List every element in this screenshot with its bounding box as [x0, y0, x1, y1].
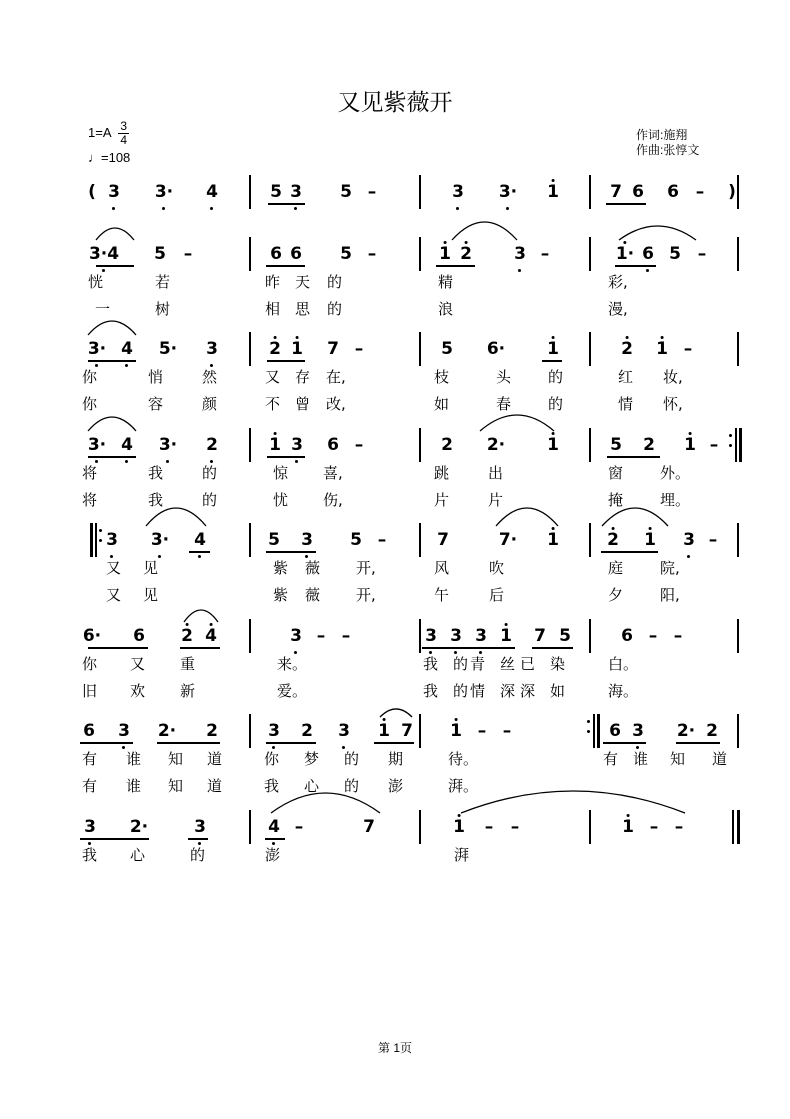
note: 1: [547, 530, 559, 550]
lyric-line2: 颜: [202, 395, 218, 413]
note: 3: [291, 435, 303, 455]
note: –: [316, 626, 326, 646]
lyric-line1: 我 的: [423, 655, 469, 673]
lyric-line1: 喜,: [323, 464, 343, 482]
lyric-line2: 午: [434, 586, 450, 604]
note: 1: [547, 339, 559, 359]
lyric-line2: 漫,: [608, 300, 628, 318]
lyric-line2: 薇: [305, 586, 321, 604]
note: 2: [706, 721, 718, 741]
note: 4: [206, 182, 218, 202]
note: 3: [452, 182, 464, 202]
lyric-line1: 昨 天: [265, 273, 311, 291]
lyric-line2: 怀,: [663, 395, 683, 413]
lyric-line2: 的: [327, 300, 343, 318]
slur: [619, 226, 696, 240]
lyric-line1: 又 存: [265, 368, 311, 386]
lyric-line2: 不 曾: [265, 395, 311, 413]
slur: [271, 793, 380, 813]
note: 6: [609, 721, 621, 741]
lyric-line1: 的: [190, 846, 206, 864]
lyric-line1: 妆,: [663, 368, 683, 386]
lyric-line2: 容: [148, 395, 164, 413]
note: –: [367, 182, 377, 202]
note: 6: [270, 244, 282, 264]
lyric-line2: 忧: [273, 491, 289, 509]
lyric-line2: 见: [143, 586, 159, 604]
note: –: [510, 817, 520, 837]
song-title: 又见紫薇开: [337, 90, 453, 116]
note: 2·: [129, 817, 149, 837]
lyric-line2: 一: [95, 300, 111, 318]
note: 5: [559, 626, 571, 646]
slur: [480, 415, 554, 431]
lyric-line2: 我 的: [423, 682, 469, 700]
note: 4: [121, 435, 133, 455]
note: –: [183, 244, 193, 264]
note: 7: [437, 530, 449, 550]
note: 3: [338, 721, 350, 741]
note: –: [649, 817, 659, 837]
note: 5: [350, 530, 362, 550]
note: –: [502, 721, 512, 741]
lyric-line2: 你: [82, 395, 98, 413]
lyric-line1: 又: [130, 655, 146, 673]
lyric-line2: 相 思: [265, 300, 311, 318]
note: –: [354, 435, 364, 455]
note: 2: [206, 721, 218, 741]
lyric-line2: 如: [434, 395, 450, 413]
note: 3: [514, 244, 526, 264]
key-signature: 1=A: [88, 124, 111, 140]
lyric-line2: 片: [488, 491, 504, 509]
note: –: [683, 339, 693, 359]
note: 1: [500, 626, 512, 646]
note: 6: [83, 721, 95, 741]
note: 6: [642, 244, 654, 264]
time-denominator: 4: [120, 133, 128, 147]
note: 2: [301, 721, 313, 741]
note: 3: [425, 626, 437, 646]
lyric-line1: 有: [82, 750, 98, 768]
note: (: [88, 182, 96, 202]
lyric-line2: 海。: [608, 682, 639, 700]
lyric-line1: 外。: [660, 464, 691, 482]
lyric-line2: 道: [207, 777, 223, 795]
note: 3: [118, 721, 130, 741]
lyric-line1: 白。: [608, 655, 639, 673]
lyric-line1: 梦: [304, 750, 320, 768]
note: 7: [327, 339, 339, 359]
note: 5: [268, 530, 280, 550]
note: 5: [340, 182, 352, 202]
note: –: [674, 817, 684, 837]
lyric-line1: 精: [438, 273, 454, 291]
note: 2: [269, 339, 281, 359]
lyric-line1: 道: [712, 750, 728, 768]
note: 3·: [87, 435, 107, 455]
note: 5: [154, 244, 166, 264]
lyric-line1: 开,: [356, 559, 376, 577]
lyric-line1: 窗: [608, 464, 624, 482]
note: 3: [106, 530, 118, 550]
note: 3·4: [88, 244, 120, 264]
lyric-line2: 树: [155, 300, 171, 318]
note: 3: [450, 626, 462, 646]
note: 1: [644, 530, 656, 550]
note: –: [367, 244, 377, 264]
lyric-line2: 欢: [130, 682, 146, 700]
lyric-line1: 重: [180, 655, 196, 673]
note: 7: [363, 817, 375, 837]
note: 6·: [486, 339, 506, 359]
lyric-line2: 将: [82, 491, 98, 509]
note: 5: [669, 244, 681, 264]
note: 7: [610, 182, 622, 202]
lyric-line1: 青 丝: [470, 655, 516, 673]
note: 5: [441, 339, 453, 359]
lyric-line1: 的: [344, 750, 360, 768]
note: 2: [181, 626, 193, 646]
lyric-line2: 湃。: [448, 777, 479, 795]
lyric-line1: 吹: [489, 559, 505, 577]
lyric-line2: 有: [82, 777, 98, 795]
note: 4: [268, 817, 280, 837]
lyric-line2: 开,: [356, 586, 376, 604]
lyric-line1: 头: [496, 368, 512, 386]
lyric-line1: 的: [548, 368, 564, 386]
lyric-line2: 情: [618, 395, 634, 413]
note: 3: [475, 626, 487, 646]
tempo-value: =108: [101, 150, 131, 165]
lyric-line1: 见: [143, 559, 159, 577]
lyric-line1: 风: [434, 559, 450, 577]
lyric-line2: 春: [496, 395, 512, 413]
slur: [88, 321, 136, 335]
slur: [452, 222, 517, 240]
lyric-line1: 的: [327, 273, 343, 291]
lyric-line2: 的: [344, 777, 360, 795]
lyric-line2: 埋。: [660, 491, 691, 509]
lyric-line1: 待。: [448, 750, 479, 768]
note: 1: [291, 339, 303, 359]
note: 4: [121, 339, 133, 359]
note: 1: [450, 721, 462, 741]
note: –: [709, 435, 719, 455]
lyric-line1: 悄: [148, 368, 164, 386]
lyric-line1: 道: [207, 750, 223, 768]
lyric-line2: 紫: [273, 586, 289, 604]
note: 1: [269, 435, 281, 455]
lyric-line1: 的: [202, 464, 218, 482]
slur: [602, 508, 668, 526]
note: 3: [84, 817, 96, 837]
lyric-line2: 浪: [438, 300, 454, 318]
note: 2: [621, 339, 633, 359]
note: 2·: [486, 435, 506, 455]
note: 6: [632, 182, 644, 202]
note: 1: [684, 435, 696, 455]
lyric-line1: 然: [202, 368, 218, 386]
lyric-line2: 谁: [126, 777, 142, 795]
lyric-line2: 澎: [388, 777, 404, 795]
note: 6: [290, 244, 302, 264]
lyric-line1: 又: [106, 559, 122, 577]
note: 1: [622, 817, 634, 837]
lyric-line2: 夕: [608, 586, 624, 604]
note: 3: [290, 626, 302, 646]
note: 6: [667, 182, 679, 202]
lyric-line1: 薇: [305, 559, 321, 577]
lyric-line1: 期: [388, 750, 404, 768]
note: 1: [453, 817, 465, 837]
lyric-line1: 你: [264, 750, 280, 768]
quarter-note-icon: ♩: [88, 150, 101, 165]
note: –: [477, 721, 487, 741]
note: 3·: [498, 182, 518, 202]
lyric-line2: 改,: [326, 395, 346, 413]
slur: [146, 508, 206, 526]
note: 7: [401, 721, 413, 741]
note: 1·: [615, 244, 635, 264]
lyric-line1: 你: [82, 655, 98, 673]
composer: 作曲:张惇文: [636, 143, 700, 157]
note: 4: [194, 530, 206, 550]
note: 3: [206, 339, 218, 359]
note: 3·: [158, 435, 178, 455]
lyric-line1: 红: [618, 368, 634, 386]
note: –: [695, 182, 705, 202]
lyric-line2: 知: [168, 777, 184, 795]
lyric-line1: 将: [82, 464, 98, 482]
lyric-line1: 枝: [434, 368, 450, 386]
lyric-line1: 彩,: [608, 273, 628, 291]
note: 1: [656, 339, 668, 359]
note: 6: [621, 626, 633, 646]
lyric-line1: 我: [148, 464, 164, 482]
page-number: 第 1页: [377, 1041, 412, 1055]
lyric-line2: 我: [148, 491, 164, 509]
lyric-line2: 心: [304, 777, 320, 795]
note: 3·: [150, 530, 170, 550]
note: 3: [108, 182, 120, 202]
note: –: [294, 817, 304, 837]
lyric-line2: 掩: [608, 491, 624, 509]
note: 3: [268, 721, 280, 741]
note: 6: [133, 626, 145, 646]
note: 3: [290, 182, 302, 202]
note: 5: [610, 435, 622, 455]
note: 1: [378, 721, 390, 741]
lyric-line1: 若: [155, 273, 171, 291]
lyric-line1: 院,: [660, 559, 680, 577]
note: 3: [683, 530, 695, 550]
lyric-line1: 在,: [326, 368, 346, 386]
note: –: [354, 339, 364, 359]
lyric-line2: 又: [106, 586, 122, 604]
note: –: [648, 626, 658, 646]
note: 5: [340, 244, 352, 264]
lyric-line1: 紫: [273, 559, 289, 577]
lyric-line1: 出: [488, 464, 504, 482]
lyric-line1: 你: [82, 368, 98, 386]
lyric-line1: 湃: [454, 846, 470, 864]
note: 3·: [154, 182, 174, 202]
slur: [88, 417, 136, 431]
note: 2: [206, 435, 218, 455]
lyric-line2: 后: [489, 586, 505, 604]
lyric-line1: 已 染: [520, 655, 566, 673]
lyric-line1: 谁: [126, 750, 142, 768]
lyric-line2: 的: [548, 395, 564, 413]
lyricist: 作词:施翔: [636, 128, 688, 142]
lyric-line1: 跳: [434, 464, 450, 482]
lyric-line1: 来。: [277, 655, 308, 673]
note: 2: [460, 244, 472, 264]
note: 1: [547, 182, 559, 202]
slur: [184, 610, 218, 622]
note: 4: [205, 626, 217, 646]
lyric-line2: 新: [180, 682, 196, 700]
note: 6: [327, 435, 339, 455]
note: –: [697, 244, 707, 264]
note: 5: [270, 182, 282, 202]
note: 1: [439, 244, 451, 264]
note: –: [341, 626, 351, 646]
note: –: [708, 530, 718, 550]
note: –: [540, 244, 550, 264]
lyric-line2: 爱。: [277, 682, 308, 700]
lyric-line1: 我: [82, 846, 98, 864]
note: 1: [547, 435, 559, 455]
lyric-line1: 有 谁: [603, 750, 649, 768]
note: 6·: [82, 626, 102, 646]
note: 7·: [498, 530, 518, 550]
lyric-line1: 知: [168, 750, 184, 768]
lyric-line2: 片: [434, 491, 450, 509]
note: –: [673, 626, 683, 646]
lyric-line2: 的: [202, 491, 218, 509]
note: 3: [301, 530, 313, 550]
note: –: [377, 530, 387, 550]
lyric-line2: 深 如: [520, 682, 566, 700]
lyric-line2: 旧: [82, 682, 98, 700]
lyric-line2: 我: [264, 777, 280, 795]
note: 3: [632, 721, 644, 741]
note: 7: [534, 626, 546, 646]
lyric-line2: 阳,: [660, 586, 680, 604]
slur: [96, 228, 134, 240]
note: 2: [607, 530, 619, 550]
note: 2: [643, 435, 655, 455]
slur: [380, 709, 412, 717]
note: –: [484, 817, 494, 837]
lyric-line2: 情 深: [470, 682, 516, 700]
lyric-line1: 惊: [273, 464, 289, 482]
note: 3·: [87, 339, 107, 359]
note: 2·: [676, 721, 696, 741]
lyric-line1: 心: [130, 846, 146, 864]
note: ): [728, 182, 736, 202]
time-numerator: 3: [120, 119, 128, 133]
lyric-line1: 知: [670, 750, 686, 768]
lyric-line2: 伤,: [323, 491, 343, 509]
note: 3: [194, 817, 206, 837]
note: 2·: [157, 721, 177, 741]
slur: [461, 791, 685, 813]
note: 2: [441, 435, 453, 455]
lyric-line1: 恍: [88, 273, 104, 291]
note: 5·: [158, 339, 178, 359]
slur: [496, 508, 558, 526]
lyric-line1: 澎: [265, 846, 281, 864]
lyric-line1: 庭: [608, 559, 624, 577]
